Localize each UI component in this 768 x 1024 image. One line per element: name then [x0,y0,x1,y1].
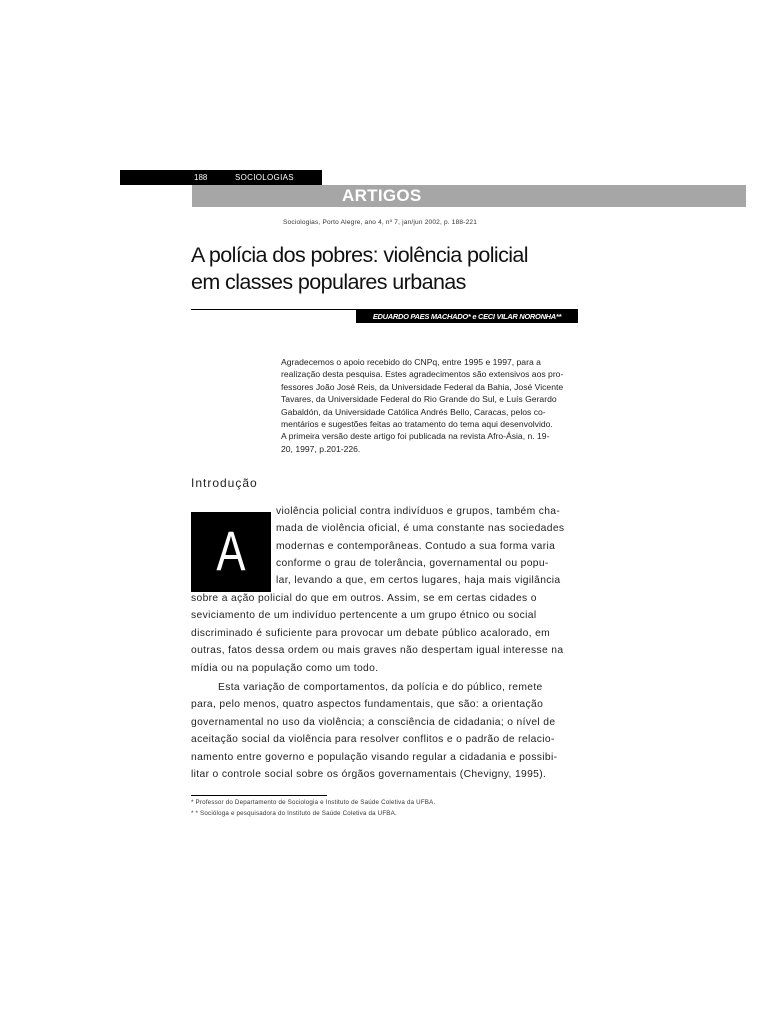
body-line: aceitação social da violência para resolver conflitos e o padrão de relacio- [191,734,555,745]
ack-line: fessores João José Reis, da Universidade Federal da Bahia, José Vicente [281,381,564,392]
drop-cap [191,512,271,592]
body-line: lar, levando a que, em certos lugares, haja mais vigilância [276,575,561,586]
title-line-2: em classes populares urbanas [191,270,466,294]
ack-line: 20, 1997, p.201-226. [281,443,361,454]
journal-name: SOCIOLOGIAS [235,173,294,182]
body-line: litar o controle social sobre os órgãos governamentais (Chevigny, 1995). [191,769,547,780]
footnote-divider [191,795,327,796]
footnote-2: * * Socióloga e pesquisadora do Instituto de Saúde Coletiva da UFBA. [191,810,397,817]
body-line: discriminado é suficiente para provocar um debate público acalorado, em [191,628,551,639]
footnote-1: * Professor do Departamento de Sociologia e Instituto de Saúde Coletiva da UFBA. [191,799,436,806]
body-line: governamental no uso da violência; a consciência de cidadania; o nível de [191,717,556,728]
body-line: conforme o grau de tolerância, governamental ou popu- [276,558,549,569]
running-header [120,170,322,185]
body-line: namento entre governo e população visando regular a cidadania e possibi- [191,752,558,763]
body-line: Esta variação de comportamentos, da polícia e do público, remete [218,682,543,693]
ack-line: Agradecemos o apoio recebido do CNPq, entre 1995 e 1997, para a [281,357,541,367]
ack-line: Tavares, da Universidade Federal do Rio Grande do Sul, e Luís Gerardo [281,394,557,405]
drop-cap-letter: A [216,519,246,582]
acknowledgement-note [281,356,577,455]
body-line: mada de violência oficial, é uma constante nas sociedades [276,523,565,534]
ack-line: realização desta pesquisa. Estes agradecimentos são extensivos aos pro- [281,369,564,380]
body-line: seviciamento de um indivíduo pertencente a um grupo étnico ou social [191,610,537,621]
body-line: modernas e contemporâneas. Contudo a sua forma varia [276,541,556,552]
section-heading-introduction: Introdução [191,476,258,490]
body-line: sobre a ação policial do que em outros. Assim, se em certas cidades o [191,593,537,604]
body-line: mídia ou na população como um todo. [191,663,379,674]
author-bar: EDUARDO PAES MACHADO* e CECI VILAR NORONHA** [356,310,578,323]
body-line: violência policial contra indivíduos e grupos, também cha- [276,506,561,517]
page-number: 188 [194,173,208,182]
body-line: para, pelo menos, quatro aspectos fundamentais, que são: a orientação [191,699,544,710]
title-line-1: A polícia dos pobres: violência policial [191,243,528,267]
ack-line: mentários e sugestões feitas ao tratamento do tema aqui desenvolvido. [281,419,553,430]
section-label: ARTIGOS [342,186,422,205]
citation-line: Sociologias, Porto Alegre, ano 4, nº 7, jan/jun 2002, p. 188-221 [283,219,478,226]
ack-line: Gabaldón, da Universidade Católica Andrés Bello, Caracas, pelos co- [281,406,546,417]
section-banner [192,185,746,207]
body-line: outras, fatos dessa ordem ou mais graves não despertam igual interesse na [191,645,564,656]
article-title [191,242,591,296]
ack-line: A primeira versão deste artigo foi publicada na revista Afro-Ásia, n. 19- [281,431,550,442]
